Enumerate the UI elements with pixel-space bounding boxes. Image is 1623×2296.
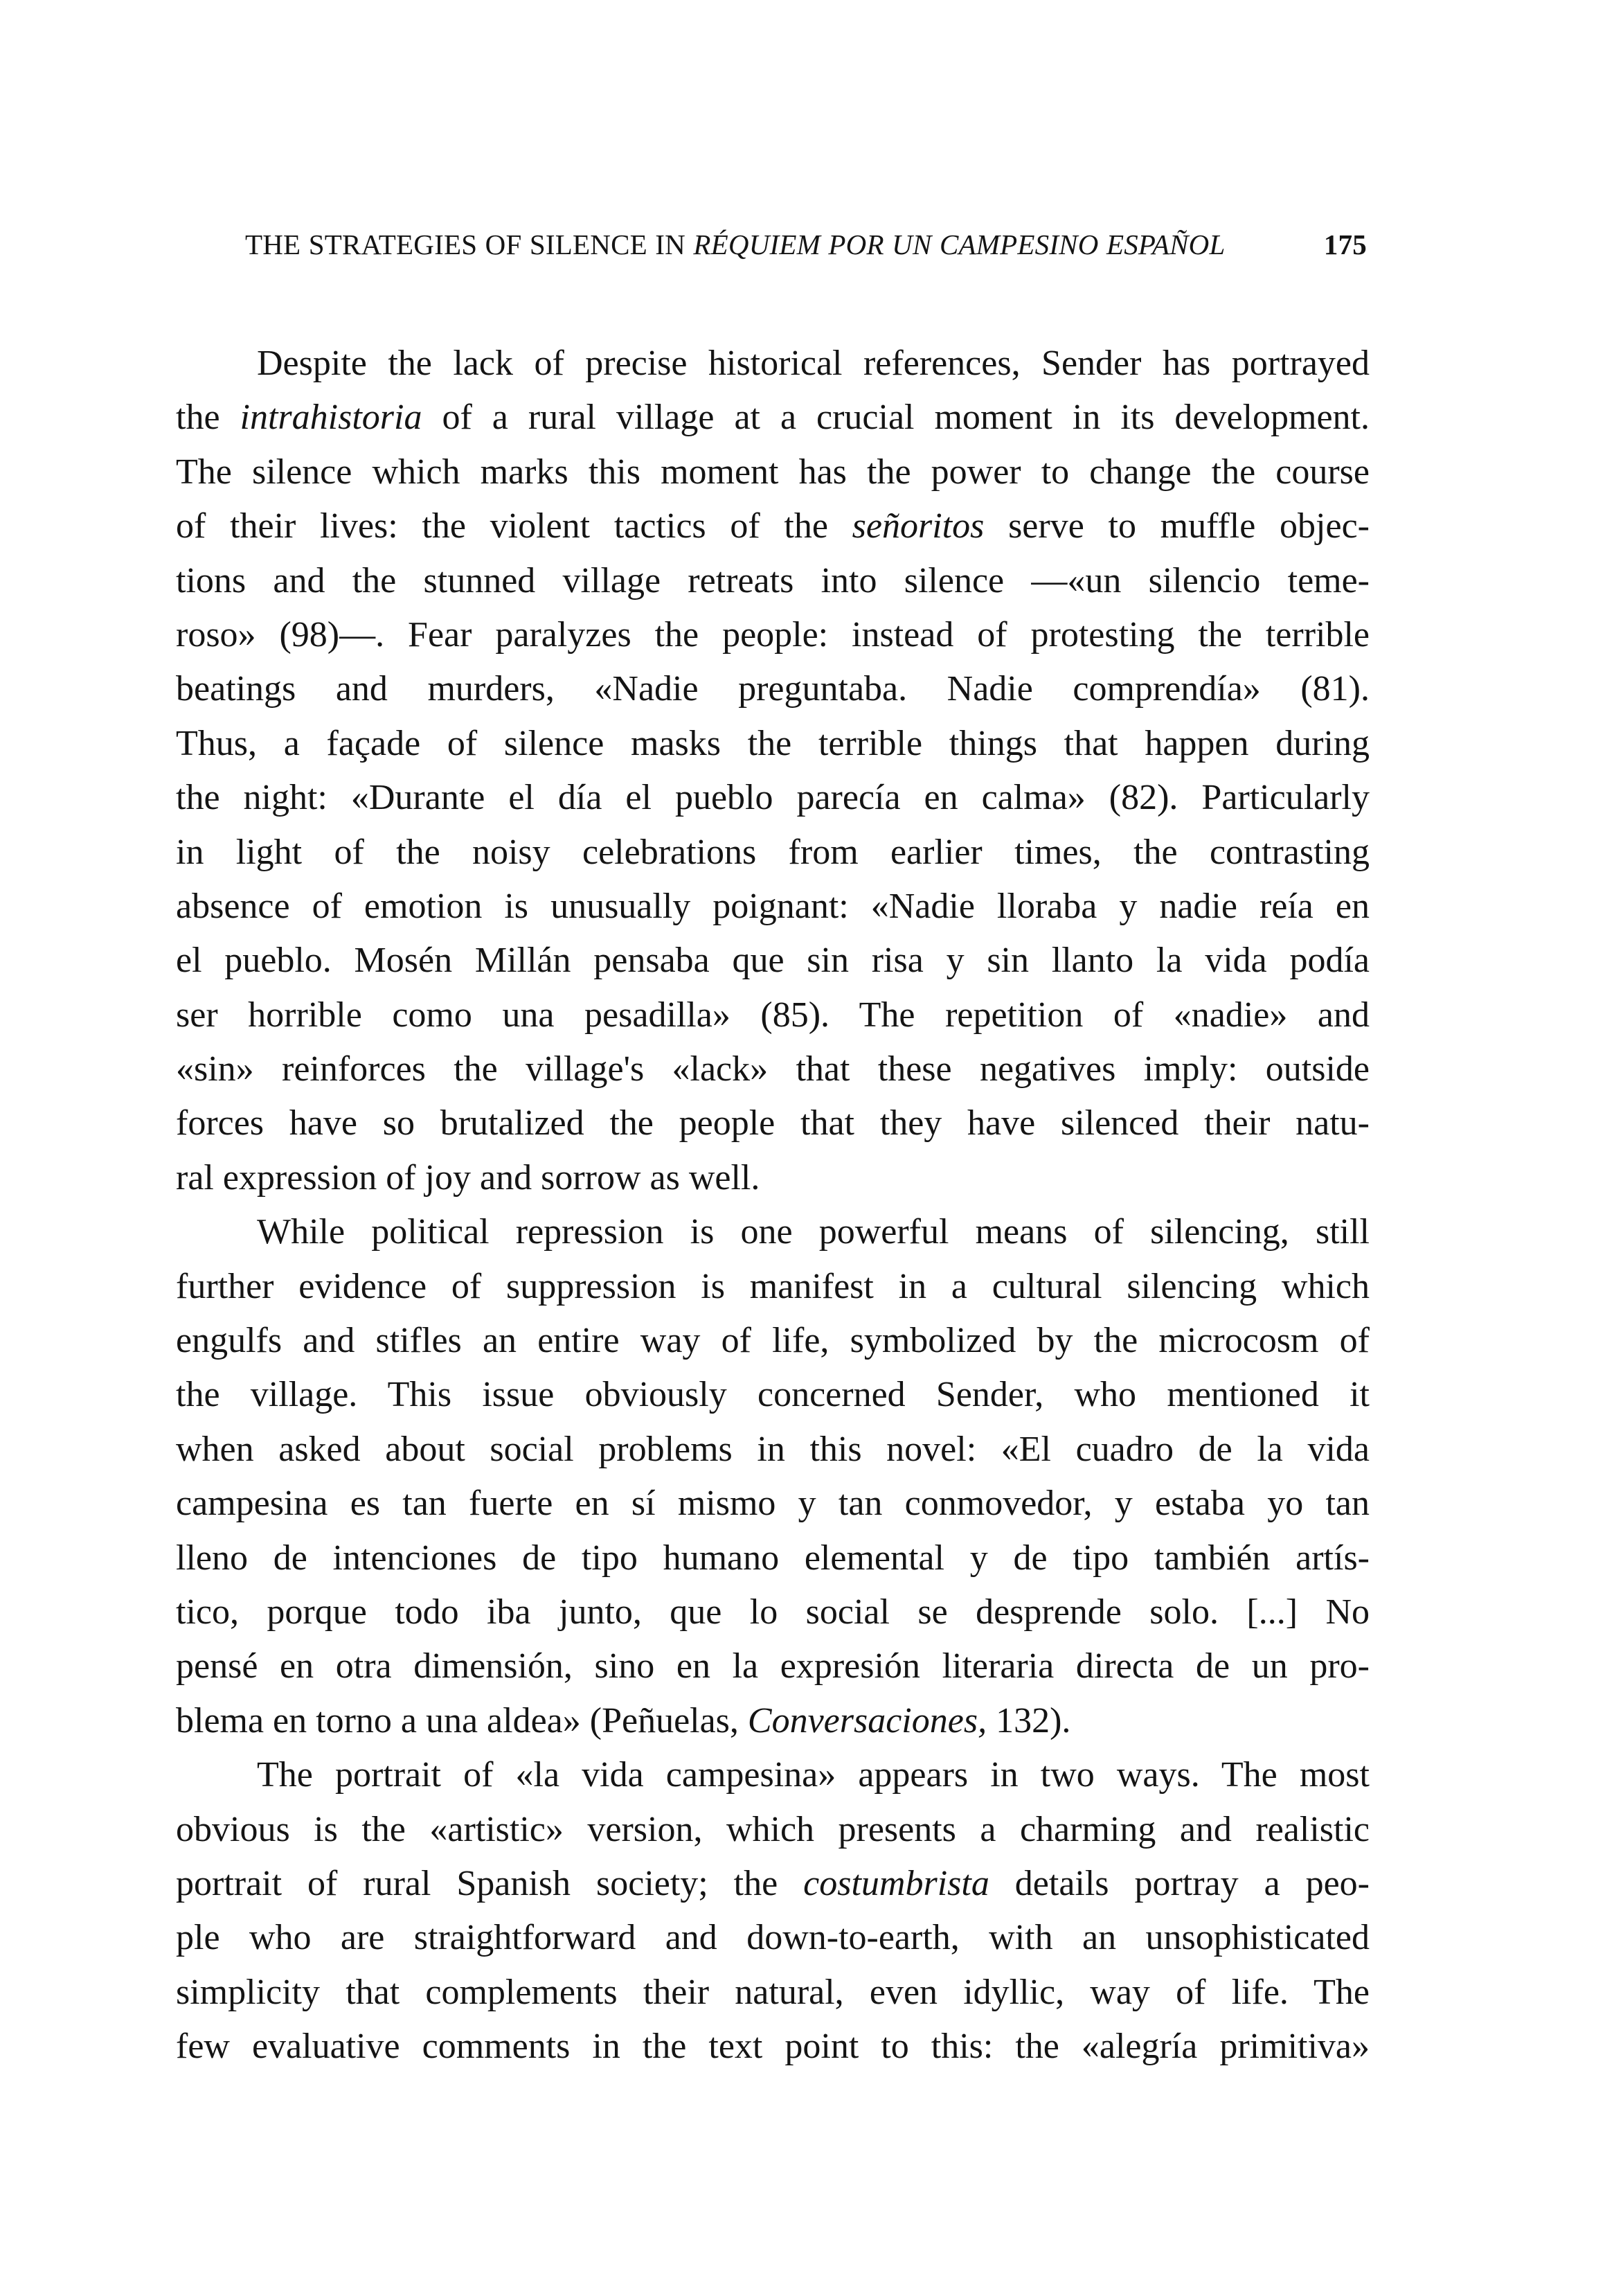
text-line xyxy=(176,662,1370,716)
text-segment: blema en torno a una aldea» (Peñuelas, xyxy=(176,1700,748,1741)
text-segment: ser horrible como una pesadilla» (85). The repetition of «nadie» and xyxy=(176,995,1370,1035)
text-segment: the xyxy=(176,398,240,438)
text-segment: ple who are straightforward and down-to-earth, with an unsophisticated xyxy=(176,1918,1370,1958)
text-segment: roso» (98)—. Fear paralyzes the people: instead of protesting the terrible xyxy=(176,614,1370,655)
text-line xyxy=(176,499,1370,553)
text-segment: forces have so brutalized the people that they have silenced their natu- xyxy=(176,1103,1370,1143)
text-line xyxy=(176,880,1370,934)
page-number: 175 xyxy=(1323,229,1367,260)
text-segment: tico, porque todo iba junto, que lo social se desprende solo. [...] No xyxy=(176,1592,1370,1632)
running-head-title-prefix: THE STRATEGIES OF SILENCE IN xyxy=(245,229,694,260)
text-segment: of their lives: the violent tactics of the xyxy=(176,506,852,546)
text-line xyxy=(176,1151,1370,1205)
text-segment: details portray a peo- xyxy=(989,1863,1370,1903)
text-segment: the village. This issue obviously concerned Sender, who mentioned it xyxy=(176,1375,1370,1415)
text-segment: pensé en otra dimensión, sino en la expresión literaria directa de un pro- xyxy=(176,1646,1370,1687)
text-segment: further evidence of suppression is manifest in a cultural silencing which xyxy=(176,1266,1370,1306)
text-segment: Despite the lack of precise historical references, Sender has portrayed xyxy=(257,344,1370,383)
text-line xyxy=(176,988,1370,1042)
text-line xyxy=(176,1368,1370,1422)
text-line xyxy=(176,337,1370,391)
text-segment: tions and the stunned village retreats into silence —«un silencio teme- xyxy=(176,560,1370,600)
text-line xyxy=(176,1748,1370,1802)
text-line xyxy=(176,1911,1370,1965)
text-segment: when asked about social problems in this novel: «El cuadro de la vida xyxy=(176,1429,1370,1469)
text-segment: While political repression is one powerful means of silencing, still xyxy=(257,1212,1370,1252)
text-line xyxy=(176,445,1370,499)
text-segment: obvious is the «artistic» version, which presents a charming and realistic xyxy=(176,1809,1370,1849)
body-text xyxy=(176,337,1370,2074)
text-line xyxy=(176,608,1370,662)
text-line xyxy=(176,2020,1370,2074)
text-line xyxy=(176,1639,1370,1693)
text-line xyxy=(176,554,1370,608)
italic-phrase: costumbrista xyxy=(803,1863,989,1903)
text-segment: the night: «Durante el día el pueblo parecía en calma» (82). Particularly xyxy=(176,778,1370,818)
text-segment: campesina es tan fuerte en sí mismo y tan conmovedor, y estaba yo tan xyxy=(176,1484,1370,1524)
text-line xyxy=(176,1857,1370,1911)
text-line xyxy=(176,1966,1370,2020)
text-line xyxy=(176,391,1370,445)
text-segment: 132). xyxy=(987,1700,1071,1741)
text-line xyxy=(176,1585,1370,1639)
text-segment: The silence which marks this moment has the power to change the course xyxy=(176,452,1370,492)
text-segment: serve to muffle objec- xyxy=(984,506,1370,546)
italic-phrase: intrahistoria xyxy=(240,398,422,438)
text-line xyxy=(176,1205,1370,1259)
text-segment: «sin» reinforces the village's «lack» that these negatives imply: outside xyxy=(176,1049,1370,1089)
text-segment: in light of the noisy celebrations from earlier times, the contrasting xyxy=(176,832,1370,872)
text-segment: lleno de intenciones de tipo humano elemental y de tipo también artís- xyxy=(176,1538,1370,1578)
text-line xyxy=(176,1314,1370,1368)
text-line xyxy=(176,934,1370,988)
text-segment: engulfs and stifles an entire way of life, symbolized by the microcosm of xyxy=(176,1321,1370,1361)
text-line xyxy=(176,1803,1370,1857)
text-line xyxy=(176,771,1370,825)
text-line xyxy=(176,1694,1370,1748)
text-segment: of a rural village at a crucial moment in its development. xyxy=(422,398,1370,438)
text-line xyxy=(176,826,1370,880)
text-segment: The portrait of «la vida campesina» appears in two ways. The most xyxy=(257,1755,1370,1795)
text-line xyxy=(176,1096,1370,1150)
text-segment: few evaluative comments in the text point to this: the «alegría primitiva» xyxy=(176,2027,1370,2067)
text-segment: beatings and murders, «Nadie preguntaba. Nadie comprendía» (81). xyxy=(176,669,1370,709)
text-segment: Thus, a façade of silence masks the terrible things that happen during xyxy=(176,723,1370,763)
text-line xyxy=(176,1423,1370,1477)
text-segment: portrait of rural Spanish society; the xyxy=(176,1863,804,1903)
text-segment: absence of emotion is unusually poignant: «Nadie lloraba y nadie reía en xyxy=(176,886,1370,926)
text-segment: simplicity that complements their natural, even idyllic, way of life. The xyxy=(176,1972,1370,2012)
running-head-title xyxy=(245,229,1225,260)
italic-phrase: Conversaciones, xyxy=(747,1700,987,1741)
running-head-title-italic: RÉQUIEM POR UN CAMPESINO ESPAÑOL xyxy=(693,229,1226,260)
italic-phrase: señoritos xyxy=(852,506,985,546)
text-line xyxy=(176,1042,1370,1096)
text-line xyxy=(176,717,1370,771)
running-head xyxy=(245,227,1367,262)
text-line xyxy=(176,1260,1370,1314)
text-segment: ral expression of joy and sorrow as well. xyxy=(176,1157,760,1198)
text-line xyxy=(176,1531,1370,1585)
text-line xyxy=(176,1477,1370,1531)
text-segment: el pueblo. Mosén Millán pensaba que sin risa y sin llanto la vida podía xyxy=(176,941,1370,981)
